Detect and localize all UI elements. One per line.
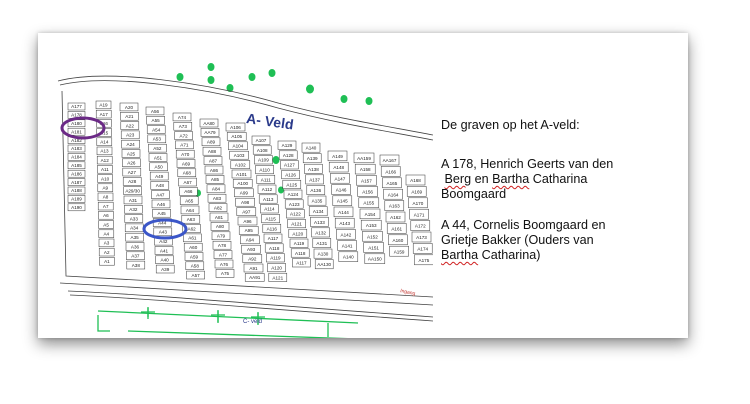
- plot-label: A47: [156, 192, 165, 198]
- plot-label: A128: [282, 152, 294, 158]
- plot-label: A161: [391, 226, 403, 232]
- plot-label: A166: [385, 169, 397, 175]
- plot-label: A142: [340, 232, 352, 238]
- plot-label: A98: [241, 200, 250, 206]
- plot-label: A115: [265, 216, 276, 222]
- plot-label: A73: [178, 124, 187, 130]
- plot-label: A106: [230, 124, 241, 130]
- plot-label: A141: [341, 243, 353, 249]
- plot-label: A94: [245, 237, 254, 243]
- plot-label: A139: [306, 156, 318, 162]
- plot-label: A117: [267, 236, 279, 242]
- plot-label: A40: [160, 257, 169, 263]
- plot-label: A22: [125, 123, 134, 129]
- plot-label: A54: [152, 127, 161, 133]
- plot-grid: [68, 101, 433, 282]
- plot-label: A2: [103, 249, 110, 255]
- plot-label: A177: [71, 104, 82, 110]
- plot-label: A48: [155, 183, 164, 189]
- plot-label: A82: [213, 205, 223, 211]
- plot-label: A164: [387, 192, 399, 198]
- plot-label: A21: [125, 114, 134, 120]
- plot-label: A26: [127, 160, 136, 166]
- plot-label: A103: [233, 153, 245, 159]
- plot-label: A63: [186, 217, 195, 223]
- plot-label: A1: [104, 259, 110, 265]
- plot-label: AA130: [317, 262, 332, 268]
- plot-label: A25: [126, 151, 136, 157]
- plot-label: A122: [290, 211, 301, 217]
- plot-label: A83: [212, 196, 222, 202]
- plot-label: A165: [386, 180, 398, 186]
- plot-label: A66: [184, 189, 193, 195]
- plot-label: A87: [208, 158, 218, 164]
- plot-label: A11: [100, 167, 109, 173]
- plot-label: A62: [187, 226, 196, 232]
- plot-label: A105: [231, 134, 243, 140]
- plot-label: A78: [217, 243, 227, 249]
- plot-label: A114: [264, 206, 275, 212]
- plot-label: AA80: [203, 120, 215, 126]
- plot-label: A17: [99, 111, 108, 117]
- plot-label: A175: [418, 257, 430, 263]
- plot-label: A108: [256, 147, 268, 153]
- plot-label: A173: [416, 235, 427, 241]
- plot-label: A107: [255, 138, 267, 144]
- plot-label: A138: [308, 166, 319, 172]
- plot-label: A183: [71, 146, 82, 152]
- plot-label: AA79: [204, 130, 216, 136]
- plot-label: A146: [335, 187, 347, 193]
- plot-label: A10: [101, 176, 110, 182]
- plot-label: A135: [311, 198, 323, 204]
- plot-label: A27: [127, 169, 136, 175]
- plot-label: A4: [103, 231, 110, 237]
- plot-label: A153: [365, 223, 377, 229]
- plot-label: A13: [100, 148, 109, 154]
- entrance-label: Ingang: [399, 288, 416, 298]
- caption-entry-a44: A 44, Cornelis Boomgaard en Grietje Bakker (Ouders van Bartha Catharina): [441, 218, 606, 262]
- plot-label: A124: [287, 192, 299, 198]
- plot-label: A28: [128, 179, 137, 185]
- plot-label: A101: [236, 171, 247, 177]
- slide: [38, 33, 688, 338]
- plot-label: A189: [71, 196, 82, 202]
- plot-label: A158: [359, 167, 371, 173]
- plot-label: A157: [361, 178, 372, 184]
- plot-label: A137: [309, 177, 320, 183]
- plot-label: A174: [417, 246, 429, 252]
- plot-label: A163: [388, 203, 400, 209]
- field-title: A- Veld: [245, 110, 295, 133]
- plot-label: A121: [272, 275, 284, 281]
- plot-label: A43: [158, 229, 167, 235]
- plot-label: A55: [151, 118, 160, 124]
- plot-label: A110: [259, 167, 270, 173]
- plot-label: AA150: [367, 256, 382, 262]
- plot-label: A80: [215, 224, 225, 230]
- plot-label: A168: [410, 178, 421, 184]
- plot-label: A116: [266, 226, 277, 232]
- plot-label: A100: [237, 181, 249, 187]
- plot-label: A156: [362, 189, 373, 195]
- plot-label: A97: [242, 209, 251, 215]
- plot-label: A44: [158, 220, 167, 226]
- plot-label: A37: [131, 253, 140, 259]
- plot-label: A38: [131, 262, 140, 268]
- plot-label: A39: [161, 266, 170, 272]
- plot-label: A60: [189, 244, 198, 250]
- plot-label: A61: [188, 235, 197, 241]
- plot-label: A170: [412, 200, 424, 206]
- plot-label: A184: [71, 154, 82, 160]
- cemetery-map: [38, 33, 433, 338]
- plot-label: A32: [129, 207, 138, 213]
- plot-label: A118: [269, 245, 280, 251]
- plot-label: A46: [156, 201, 166, 207]
- plot-label: A50: [154, 164, 163, 170]
- plot-label: A109: [258, 157, 269, 163]
- plot-label: A91: [249, 265, 258, 271]
- plot-label: A147: [334, 176, 346, 182]
- plot-label: A186: [71, 171, 82, 177]
- plot-label: A19: [99, 102, 108, 108]
- plot-label: A143: [339, 221, 351, 227]
- plot-label: A84: [211, 186, 221, 192]
- plot-label: A29/30: [125, 188, 140, 194]
- plot-label: A149: [332, 153, 343, 159]
- plot-label: A144: [338, 209, 349, 215]
- plot-label: A36: [130, 244, 140, 250]
- plot-label: A125: [286, 182, 298, 188]
- plot-label: A12: [100, 157, 109, 163]
- plot-label: A85: [210, 177, 220, 183]
- plot-label: A131: [316, 240, 328, 246]
- plot-label: AA159: [357, 155, 371, 161]
- plot-label: A154: [364, 211, 376, 217]
- caption-intro: De graven op het A-veld:: [441, 118, 580, 132]
- plot-label: A118: [295, 250, 306, 256]
- plot-label: A92: [248, 256, 257, 262]
- plot-label: A52: [153, 145, 162, 151]
- plot-label: A7: [102, 203, 109, 209]
- plot-label: A159: [393, 249, 405, 255]
- plot-label: A96: [243, 218, 252, 224]
- plot-label: A49: [155, 173, 164, 179]
- plot-label: A187: [71, 179, 82, 185]
- plot-label: A129: [281, 143, 293, 149]
- plot-label: A9: [102, 185, 109, 191]
- c-veld-label: C- veld: [243, 319, 263, 325]
- plot-label: A15: [100, 130, 109, 136]
- plot-label: A119: [293, 241, 305, 247]
- plot-label: A182: [71, 137, 82, 143]
- plot-label: A121: [291, 221, 302, 227]
- plot-label: A23: [126, 132, 135, 138]
- plot-label: A181: [71, 129, 82, 135]
- plot-label: A68: [182, 170, 191, 176]
- plot-label: A134: [312, 209, 324, 215]
- plot-label: A57: [191, 272, 200, 278]
- plot-label: A136: [310, 187, 322, 193]
- plot-label: A99: [239, 190, 248, 196]
- plot-label: A171: [413, 212, 425, 218]
- plot-label: A64: [185, 207, 195, 213]
- plot-label: A151: [368, 245, 379, 251]
- plot-label: A14: [100, 139, 109, 145]
- plot-label: A140: [342, 254, 354, 260]
- plot-label: A56: [150, 108, 160, 114]
- plot-label: A155: [363, 200, 375, 206]
- plot-label: A95: [244, 228, 253, 234]
- plot-label: A160: [392, 237, 404, 243]
- plot-label: A111: [260, 177, 271, 183]
- plot-label: A75: [220, 271, 230, 277]
- plot-label: A190: [71, 205, 82, 211]
- plot-label: A120: [292, 231, 304, 237]
- plot-label: A41: [159, 248, 169, 254]
- plot-label: A53: [152, 136, 161, 142]
- plot-label: A102: [234, 162, 246, 168]
- plot-label: A180: [71, 121, 82, 127]
- plot-label: A34: [130, 225, 139, 231]
- plot-label: A162: [390, 215, 401, 221]
- plot-label: AA91: [249, 275, 261, 281]
- plot-label: A178: [71, 112, 82, 118]
- plot-label: A140: [305, 145, 317, 151]
- plot-label: A5: [103, 222, 109, 228]
- plot-label: A127: [284, 162, 295, 168]
- plot-label: A113: [263, 196, 274, 202]
- plot-label: A88: [207, 149, 217, 155]
- plot-label: A77: [218, 252, 228, 258]
- plot-label: A6: [103, 213, 109, 219]
- plot-label: A112: [261, 187, 273, 193]
- plot-label: A123: [288, 201, 300, 207]
- plot-label: A59: [189, 254, 199, 260]
- plot-label: A130: [317, 251, 329, 257]
- plot-label: A133: [314, 219, 325, 225]
- plot-label: A24: [126, 141, 135, 147]
- caption-entry-a178: A 178, Henrich Geerts van den Berg en Bartha Catharina Boomgaard: [441, 157, 614, 201]
- plot-label: A169: [411, 189, 423, 195]
- plot-label: A145: [336, 198, 348, 204]
- plot-label: A148: [333, 165, 345, 171]
- caption: [441, 118, 681, 279]
- plot-label: AA167: [382, 158, 397, 164]
- plot-label: A58: [190, 263, 199, 269]
- plot-label: A120: [271, 265, 282, 271]
- plot-label: A76: [219, 261, 229, 267]
- plot-label: A119: [270, 255, 281, 261]
- plot-label: A69: [181, 161, 191, 167]
- plot-label: A185: [71, 163, 82, 169]
- plot-label: A65: [185, 198, 194, 204]
- plot-label: A104: [232, 143, 244, 149]
- plot-label: A126: [285, 172, 296, 178]
- plot-label: A93: [247, 247, 256, 253]
- plot-label: A51: [153, 155, 163, 161]
- plot-label: A45: [157, 211, 166, 217]
- plot-label: A8: [102, 194, 109, 200]
- plot-label: A72: [179, 133, 188, 139]
- plot-label: A70: [181, 151, 190, 157]
- plot-label: A188: [71, 188, 82, 194]
- plot-label: A172: [414, 223, 426, 229]
- plot-label: A35: [130, 234, 139, 240]
- plot-label: A132: [315, 230, 326, 236]
- plot-label: A71: [180, 142, 189, 148]
- plot-label: A42: [159, 238, 168, 244]
- plot-label: A67: [183, 179, 192, 185]
- plot-label: A33: [129, 216, 138, 222]
- plot-label: A16: [99, 121, 108, 127]
- plot-label: A86: [209, 167, 219, 173]
- plot-label: A81: [214, 214, 224, 220]
- plot-label: A89: [206, 139, 216, 145]
- plot-label: A20: [124, 104, 134, 110]
- plot-label: A31: [128, 197, 138, 203]
- plot-label: A152: [367, 234, 378, 240]
- plot-label: A117: [296, 260, 307, 266]
- plot-label: A79: [216, 233, 226, 239]
- plot-label: A3: [103, 240, 110, 246]
- plot-label: A74: [177, 114, 187, 120]
